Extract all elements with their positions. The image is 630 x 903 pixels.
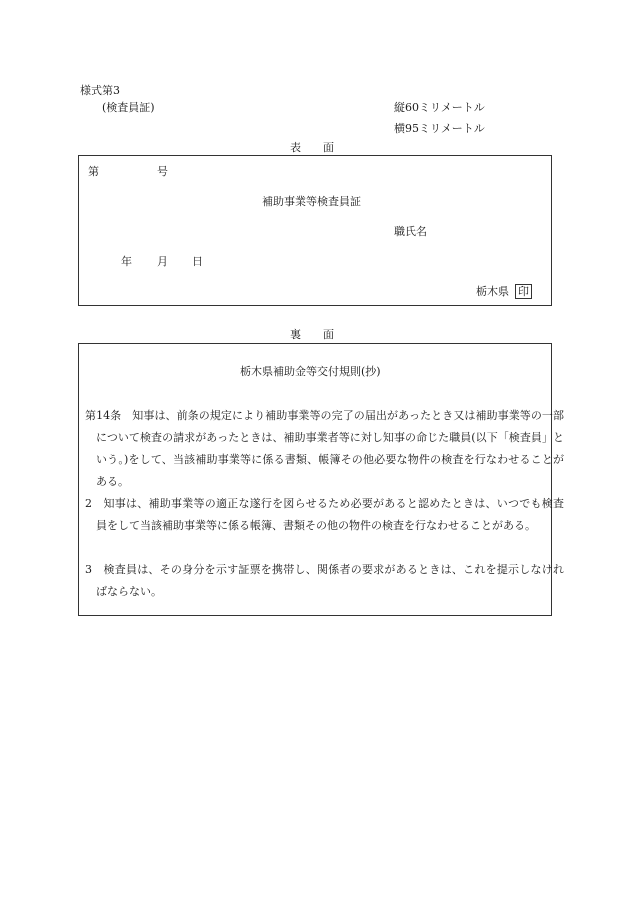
article-14-paragraph-2: 2 知事は、補助事業等の適正な遂行を図らせるため必要があると認めたときは、いつでも検査員をして当該補助事業等に係る帳簿、書類その他の物件の検査を行なわせることがある。 [85, 497, 564, 532]
date-year: 年 [121, 255, 132, 268]
seal-mark: 印 [515, 284, 532, 299]
height-spec: 縦60ミリメートル [394, 101, 485, 114]
number-label-dai: 第 [88, 165, 99, 178]
form-subtitle: (検査員証) [102, 101, 155, 114]
back-heading: 裏 面 [290, 328, 334, 341]
article-14: 第14条 知事は、前条の規定により補助事業等の完了の届出があったとき又は補助事業等の一部について検査の請求があったときは、補助事業者等に対し知事の命じた職員(以下「検査員」という。)をして、当該補助事業等に係る書類、帳簿その他必要な物件の検査を行なわせることがある。 [85, 409, 564, 488]
back-title: 栃木県補助金等交付規則(抄) [240, 365, 381, 378]
front-heading: 表 面 [290, 141, 334, 154]
width-spec: 横95ミリメートル [394, 122, 485, 135]
form-number: 様式第3 [80, 84, 120, 97]
issuer [476, 284, 532, 299]
number-label-go: 号 [157, 165, 168, 178]
name-label: 職氏名 [394, 225, 427, 238]
article-14-paragraph-3: 3 検査員は、その身分を示す証票を携帯し、関係者の要求があるときは、これを提示しなければならない。 [85, 563, 564, 598]
back-card [78, 343, 564, 616]
front-title: 補助事業等検査員証 [262, 195, 361, 208]
front-card [78, 155, 552, 306]
date-month: 月 [157, 255, 168, 268]
issuer-name: 栃木県 [476, 285, 509, 298]
date-day: 日 [192, 255, 203, 268]
